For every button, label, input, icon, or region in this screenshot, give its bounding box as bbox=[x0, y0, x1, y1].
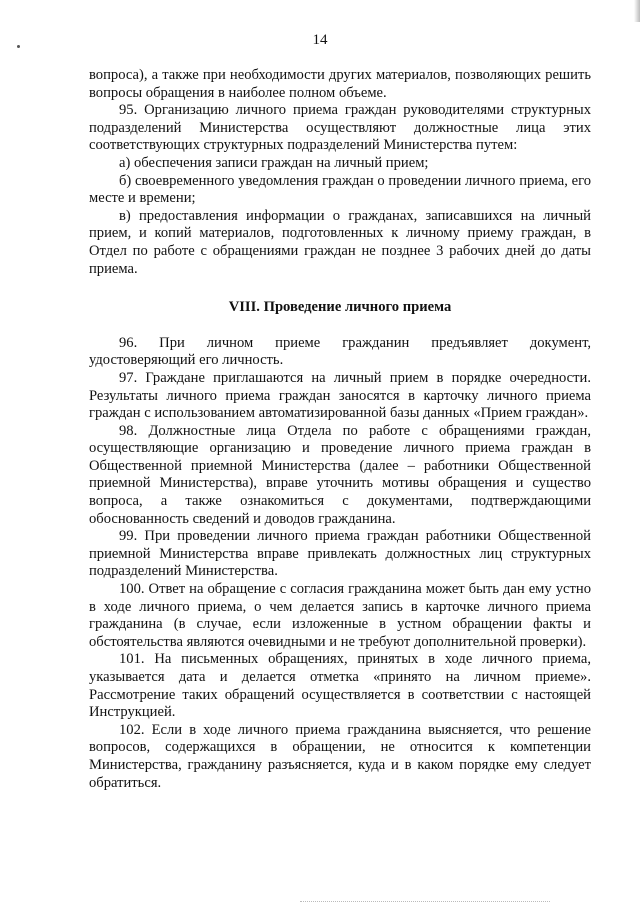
paragraph: 99. При проведении личного приема граждан работники Общественной приемной Министерства вправе привлекать должностных лиц структурных подразделений Министерства. bbox=[89, 528, 591, 580]
scan-edge-mark bbox=[634, 0, 640, 22]
paragraph: 100. Ответ на обращение с согласия гражданина может быть дан ему устно в ходе личного приема, о чем делается запись в карточке личного приема гражданина (в случае, если изложенные в устном обращении факты и обстоятельства являются очевидными и не требуют дополнительной проверки). bbox=[89, 581, 591, 650]
document-body bbox=[89, 67, 591, 792]
paragraph: 98. Должностные лица Отдела по работе с обращениями граждан, осуществляющие организацию и проведение личного приема граждан в Общественной приемной Министерства (далее – работники Общественной приемной Министерства), вправе уточнить мотивы обращения и существо вопроса, а также ознакомиться с документами, подтверждающими обоснованность сведений и доводов гражданина. bbox=[89, 422, 591, 527]
paragraph: в) предоставления информации о гражданах, записавшихся на личный прием, и копий материалов, подготовленных к личному приему граждан, в Отдел по работе с обращениями граждан не позднее 3 рабочих дней до даты приема. bbox=[89, 207, 591, 277]
paragraph: 102. Если в ходе личного приема гражданина выясняется, что решение вопросов, содержащихся в обращении, не относится к компетенции Министерства, гражданину разъясняется, куда и в каком порядке ему следует обратиться. bbox=[89, 721, 591, 791]
scan-bottom-mark bbox=[300, 901, 550, 903]
paragraph: 95. Организацию личного приема граждан руководителями структурных подразделений Министерства осуществляют должностные лица этих соответствующих структурных подразделений Министерства путем: bbox=[89, 102, 591, 154]
page-number: 14 bbox=[312, 32, 328, 48]
paragraph: 101. На письменных обращениях, принятых в ходе личного приема, указывается дата и делается отметка «принято на личном приеме». Рассмотрение таких обращений осуществляется в соответствии с настоящей Инструкцией. bbox=[89, 651, 591, 721]
paragraph: 97. Граждане приглашаются на личный прием в порядке очередности. Результаты личного приема граждан заносятся в карточку личного приема граждан с использованием автоматизированной базы данных «Прием граждан». bbox=[89, 369, 591, 422]
paragraph: а) обеспечения записи граждан на личный прием; bbox=[119, 154, 429, 171]
paragraph: 96. При личном приеме гражданин предъявляет документ, удостоверяющий его личность. bbox=[89, 334, 591, 369]
paragraph: б) своевременного уведомления граждан о проведении личного приема, его месте и времени; bbox=[89, 172, 591, 207]
paragraph: вопроса), а также при необходимости других материалов, позволяющих решить вопросы обращения в наиболее полном объеме. bbox=[89, 67, 591, 101]
section-heading: VIII. Проведение личного приема bbox=[228, 299, 452, 316]
